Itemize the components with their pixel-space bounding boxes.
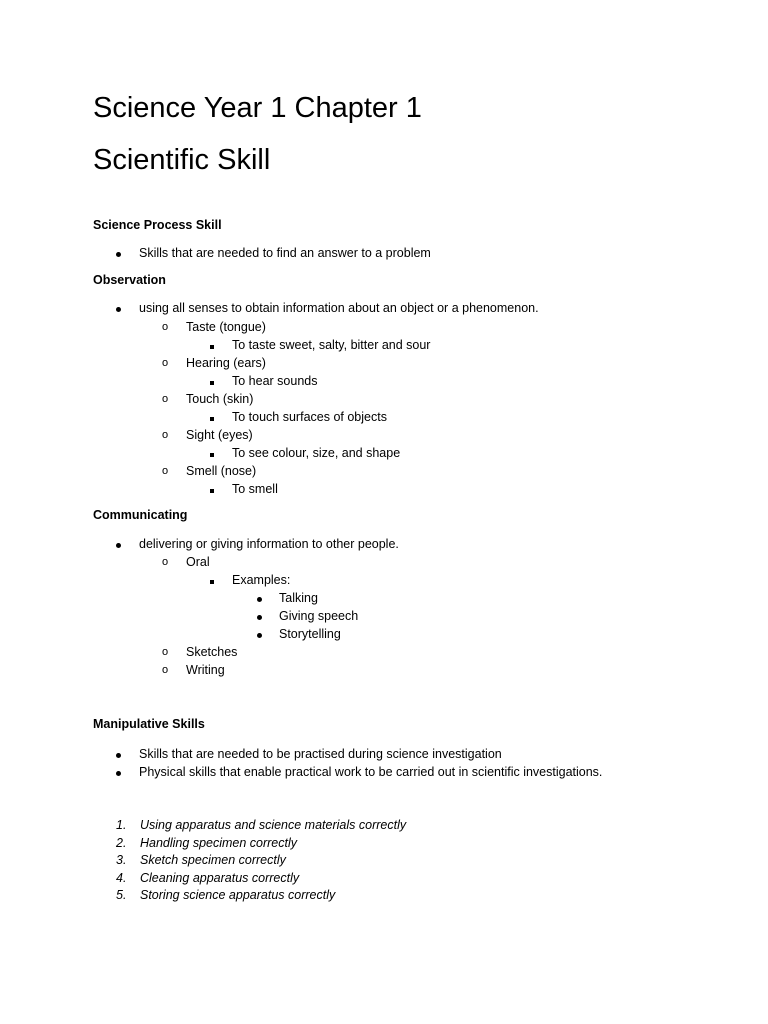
section-heading-communicating: Communicating — [93, 508, 188, 522]
square-bullet-icon — [210, 444, 214, 462]
document-subtitle: Scientific Skill — [93, 144, 271, 176]
bullet-icon — [116, 244, 121, 262]
sense-item: Hearing (ears) — [186, 356, 266, 370]
example-item: Giving speech — [279, 609, 359, 623]
communicating-point: delivering or giving information to other people. — [139, 537, 399, 551]
section-heading-manipulative: Manipulative Skills — [93, 717, 205, 731]
communication-mode: Sketches — [186, 645, 238, 659]
numbered-list-item: 3. Sketch specimen correctly — [116, 853, 286, 867]
bullet-icon — [257, 625, 262, 643]
numbered-list-item: 4. Cleaning apparatus correctly — [116, 871, 300, 885]
examples-label: Examples: — [232, 573, 291, 587]
bullet-icon — [257, 607, 262, 625]
numbered-list-item: 5. Storing science apparatus correctly — [116, 888, 336, 902]
communication-mode: Oral — [186, 555, 210, 569]
manipulative-point: Skills that are needed to be practised during science investigation — [139, 747, 502, 761]
sense-use: To taste sweet, salty, bitter and sour — [232, 338, 431, 352]
bullet-icon — [116, 745, 121, 763]
sense-use: To touch surfaces of objects — [232, 410, 387, 424]
circle-bullet-icon: o — [162, 357, 169, 369]
circle-bullet-icon: o — [162, 646, 169, 658]
observation-point: using all senses to obtain information about an object or a phenomenon. — [139, 301, 539, 315]
circle-bullet-icon: o — [162, 465, 169, 477]
numbered-list-item: 1. Using apparatus and science materials correctly — [116, 818, 407, 832]
square-bullet-icon — [210, 372, 214, 390]
sense-item: Touch (skin) — [186, 392, 254, 406]
example-item: Talking — [279, 591, 318, 605]
sense-item: Taste (tongue) — [186, 320, 266, 334]
bullet-icon — [116, 299, 121, 317]
manipulative-point: Physical skills that enable practical work to be carried out in scientific investigations. — [139, 765, 603, 779]
numbered-list-item: 2. Handling specimen correctly — [116, 836, 298, 850]
sense-item: Smell (nose) — [186, 464, 257, 478]
communication-mode: Writing — [186, 663, 225, 677]
section-heading-observation: Observation — [93, 273, 166, 287]
sense-item: Sight (eyes) — [186, 428, 253, 442]
square-bullet-icon — [210, 480, 214, 498]
document-title: Science Year 1 Chapter 1 — [93, 92, 422, 124]
sense-use: To hear sounds — [232, 374, 318, 388]
circle-bullet-icon: o — [162, 393, 169, 405]
sense-use: To see colour, size, and shape — [232, 446, 401, 460]
square-bullet-icon — [210, 408, 214, 426]
square-bullet-icon — [210, 336, 214, 354]
circle-bullet-icon: o — [162, 429, 169, 441]
sense-use: To smell — [232, 482, 278, 496]
bullet-icon — [116, 535, 121, 553]
circle-bullet-icon: o — [162, 321, 169, 333]
bullet-icon — [257, 589, 262, 607]
circle-bullet-icon: o — [162, 556, 169, 568]
section-heading-process-skill: Science Process Skill — [93, 218, 222, 232]
example-item: Storytelling — [279, 627, 341, 641]
square-bullet-icon — [210, 571, 214, 589]
bullet-icon — [116, 763, 121, 781]
process-skill-point: Skills that are needed to find an answer to a problem — [139, 246, 431, 260]
circle-bullet-icon: o — [162, 664, 169, 676]
